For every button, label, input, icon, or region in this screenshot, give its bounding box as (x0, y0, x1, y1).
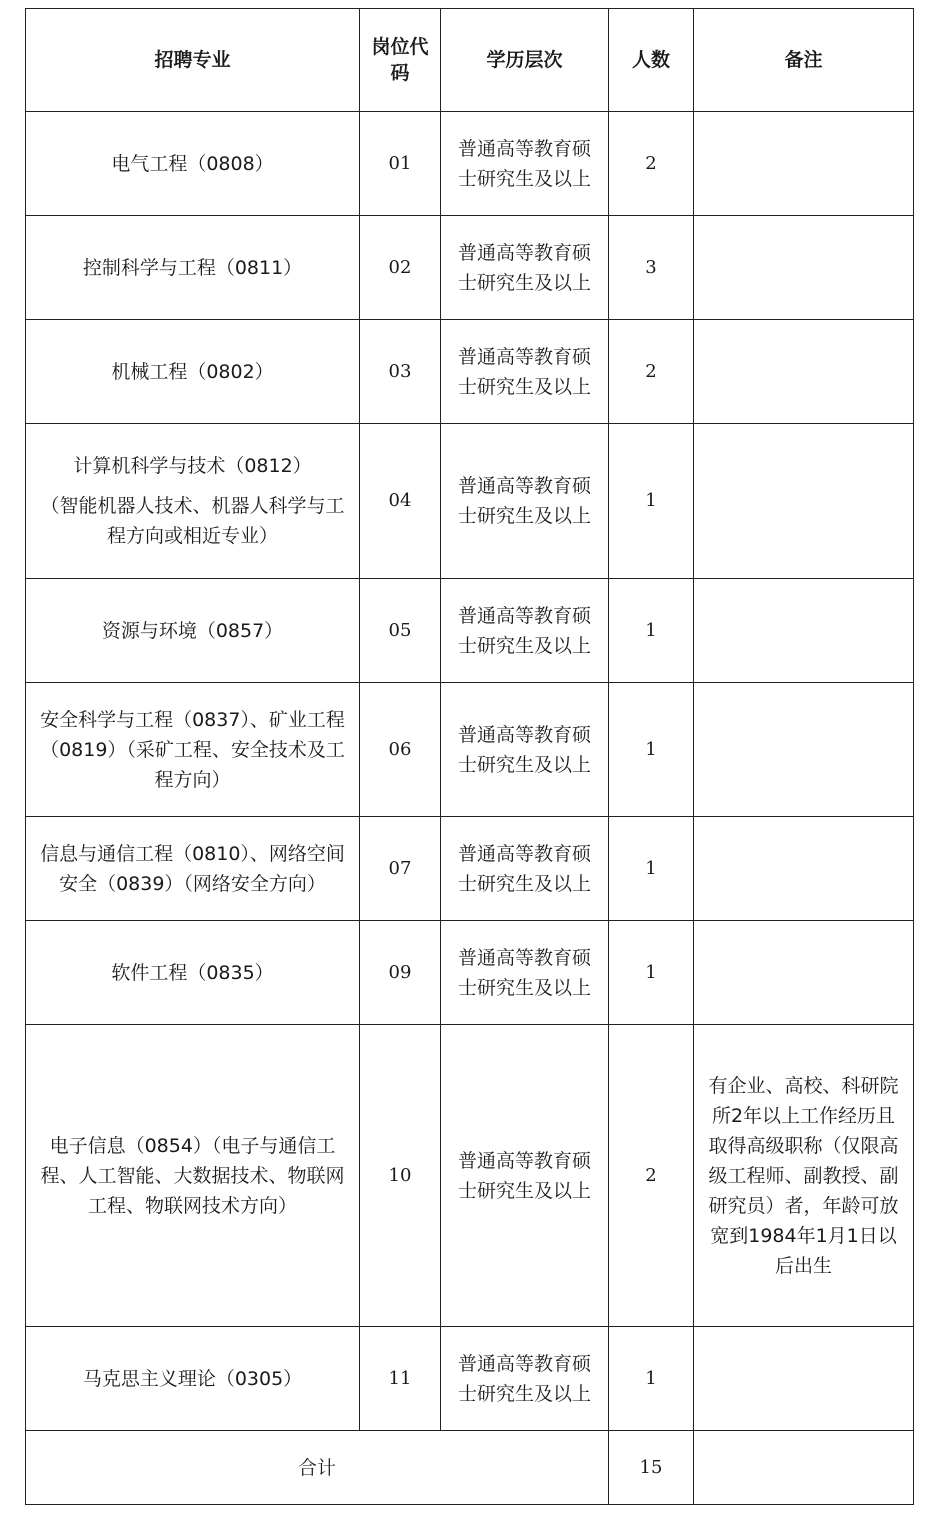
education-cell: 普通高等教育硕士研究生及以上 (441, 579, 609, 683)
table-row (26, 921, 914, 1025)
major-cell: 机械工程（0802） (26, 320, 360, 424)
remarks-cell (694, 320, 914, 424)
education-cell: 普通高等教育硕士研究生及以上 (441, 1327, 609, 1431)
header-major: 招聘专业 (26, 9, 360, 112)
count-cell: 1 (609, 424, 694, 579)
education-cell: 普通高等教育硕士研究生及以上 (441, 216, 609, 320)
table-row (26, 216, 914, 320)
remarks-cell (694, 579, 914, 683)
table-row (26, 579, 914, 683)
major-cell: 软件工程（0835） (26, 921, 360, 1025)
code-cell: 06 (360, 683, 441, 817)
education-cell: 普通高等教育硕士研究生及以上 (441, 112, 609, 216)
remarks-cell: 有企业、高校、科研院所2年以上工作经历且取得高级职称（仅限高级工程师、副教授、副研究员）者，年龄可放宽到1984年1月1日以后出生 (694, 1025, 914, 1327)
education-cell: 普通高等教育硕士研究生及以上 (441, 921, 609, 1025)
code-cell: 10 (360, 1025, 441, 1327)
count-cell: 1 (609, 1327, 694, 1431)
total-row (26, 1431, 914, 1505)
code-cell: 03 (360, 320, 441, 424)
count-cell: 1 (609, 817, 694, 921)
major-cell (26, 424, 360, 579)
count-cell: 1 (609, 579, 694, 683)
header-count: 人数 (609, 9, 694, 112)
remarks-cell (694, 216, 914, 320)
major-cell: 电子信息（0854）（电子与通信工程、人工智能、大数据技术、物联网工程、物联网技术方向） (26, 1025, 360, 1327)
major-cell: 马克思主义理论（0305） (26, 1327, 360, 1431)
table-row (26, 683, 914, 817)
code-cell: 09 (360, 921, 441, 1025)
major-cell: 资源与环境（0857） (26, 579, 360, 683)
total-label: 合计 (26, 1431, 609, 1505)
major-cell: 控制科学与工程（0811） (26, 216, 360, 320)
education-cell: 普通高等教育硕士研究生及以上 (441, 1025, 609, 1327)
count-cell: 2 (609, 1025, 694, 1327)
major-main: 计算机科学与技术（0812） (73, 455, 312, 477)
code-cell: 07 (360, 817, 441, 921)
table-row (26, 1327, 914, 1431)
count-cell: 1 (609, 921, 694, 1025)
code-cell: 04 (360, 424, 441, 579)
code-cell: 05 (360, 579, 441, 683)
count-cell: 2 (609, 112, 694, 216)
remarks-cell (694, 1327, 914, 1431)
header-row (26, 9, 914, 112)
table-row (26, 320, 914, 424)
education-cell: 普通高等教育硕士研究生及以上 (441, 817, 609, 921)
code-cell: 11 (360, 1327, 441, 1431)
recruitment-table (25, 8, 914, 1505)
remarks-cell (694, 424, 914, 579)
header-remarks: 备注 (694, 9, 914, 112)
header-education: 学历层次 (441, 9, 609, 112)
count-cell: 2 (609, 320, 694, 424)
table-row (26, 112, 914, 216)
remarks-cell (694, 817, 914, 921)
major-note: （智能机器人技术、机器人科学与工程方向或相近专业） (40, 495, 345, 547)
total-count: 15 (609, 1431, 694, 1505)
remarks-cell (694, 112, 914, 216)
remarks-cell (694, 921, 914, 1025)
education-cell: 普通高等教育硕士研究生及以上 (441, 424, 609, 579)
major-cell: 信息与通信工程（0810）、网络空间安全（0839）（网络安全方向） (26, 817, 360, 921)
count-cell: 1 (609, 683, 694, 817)
code-cell: 02 (360, 216, 441, 320)
table-row (26, 424, 914, 579)
header-code: 岗位代码 (360, 9, 441, 112)
count-cell: 3 (609, 216, 694, 320)
total-remarks (694, 1431, 914, 1505)
major-cell: 电气工程（0808） (26, 112, 360, 216)
remarks-cell (694, 683, 914, 817)
code-cell: 01 (360, 112, 441, 216)
table-row (26, 1025, 914, 1327)
education-cell: 普通高等教育硕士研究生及以上 (441, 683, 609, 817)
major-cell: 安全科学与工程（0837）、矿业工程（0819）（采矿工程、安全技术及工程方向） (26, 683, 360, 817)
education-cell: 普通高等教育硕士研究生及以上 (441, 320, 609, 424)
table-row (26, 817, 914, 921)
